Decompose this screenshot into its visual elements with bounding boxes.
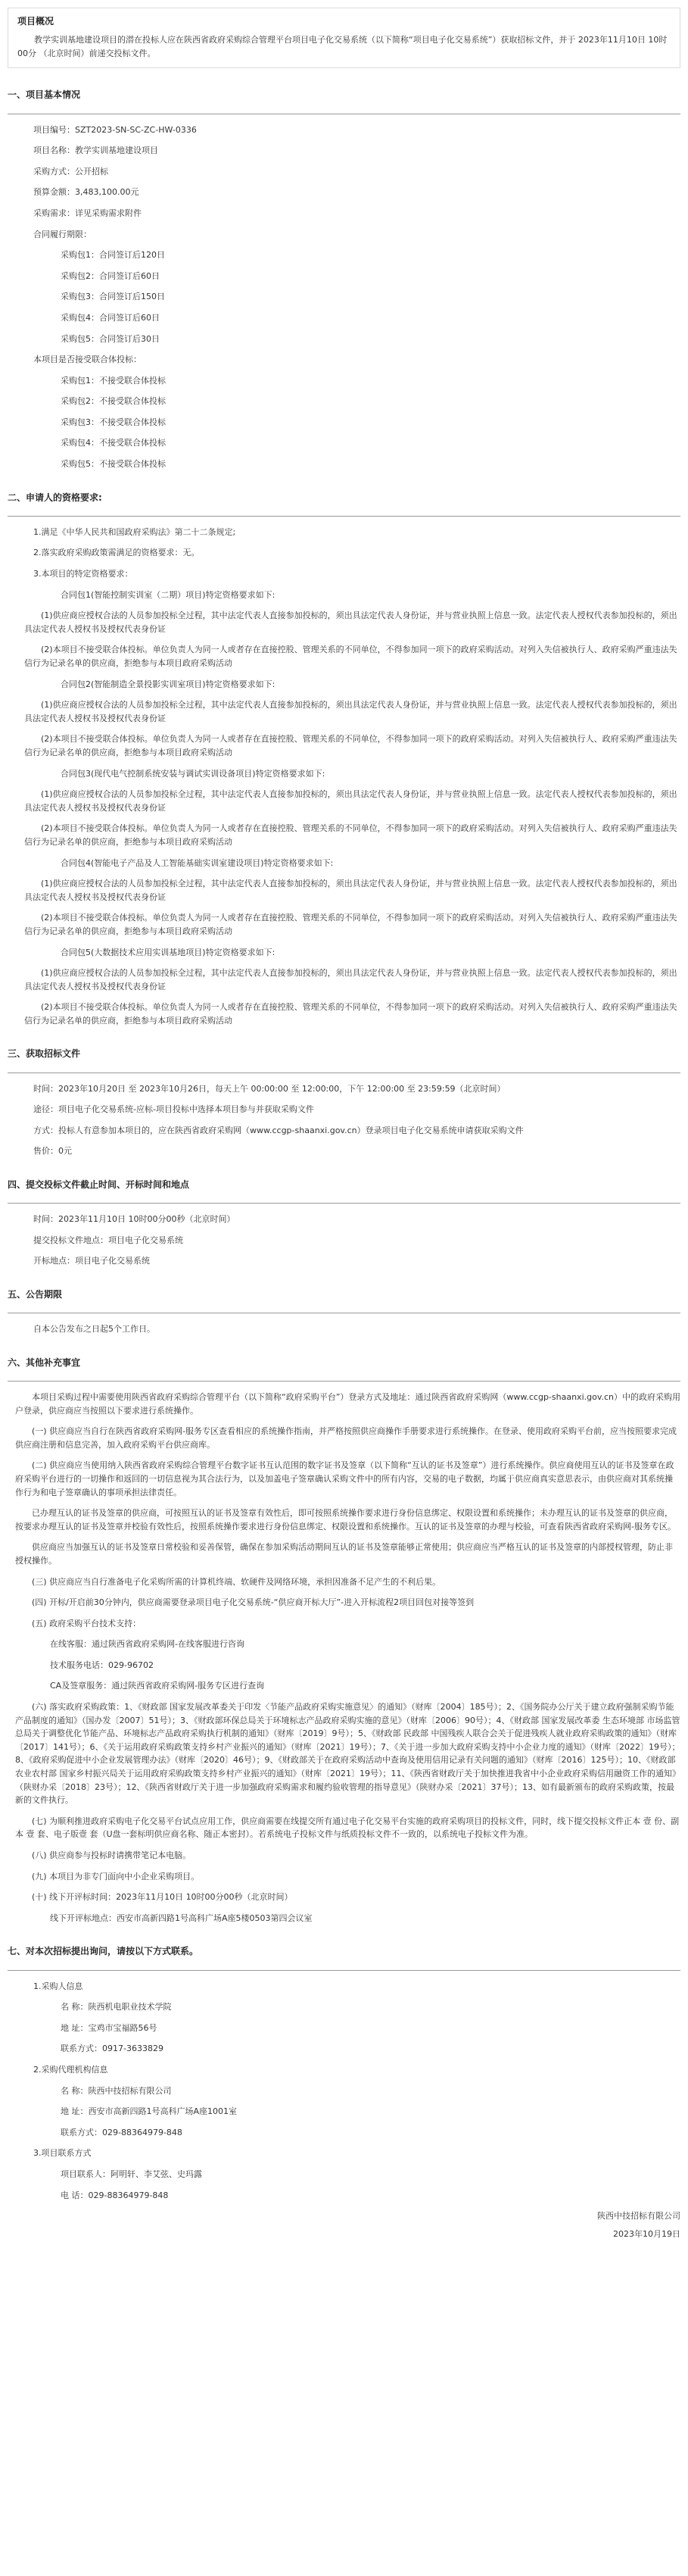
other-item-2: (二) 供应商应当使用纳入陕西省政府采购综合管理平台数字证书互认范围的数字证书及签章（以下简称“互认的证书及签章”）进行系统操作。供应商使用互认的证书及签章在政府采购平台进行的一切操作和返回的一切信息视为其合法行为，以及加盖电子签章确认采购文件中的所有内容，交易的电子数据，均属于供应商真实意思表示，由供应商对其系统操作行为和电子签章确认的事项承担法律责任。	[15, 1460, 674, 1497]
requirement-1: 1.满足《中华人民共和国政府采购法》第二十二条规定;	[33, 526, 236, 537]
package-requirements	[8, 589, 680, 1028]
submission-location: 提交投标文件地点：项目电子化交易系统	[33, 1235, 183, 1245]
other-item-3: (三) 供应商应当自行准备电子化采购所需的计算机终端、软硬件及网络环境，承担因准备不足产生的不利后果。	[32, 1576, 441, 1587]
section-notice-period	[0, 1288, 688, 1336]
notice-period-text: 自本公告发布之日起5个工作日。	[33, 1324, 155, 1335]
contract-period-item: 采购包2：合同签订后60日	[61, 270, 160, 281]
consortium-item: 采购包1：不接受联合体投标	[61, 375, 166, 386]
package-item: (1)供应商应授权合法的人员参加投标全过程，其中法定代表人直接参加投标的，须出具法定代表人身份证，并与营业执照上信息一致。法定代表人授权代表参加投标的，须出具法定代表人授权书及授权代表身份证	[24, 968, 677, 991]
obtain-time: 时间：2023年10月20日 至 2023年10月26日，每天上午 00:00:00 至 12:00:00，下午 12:00:00 至 23:59:59（北京时间）	[33, 1083, 506, 1094]
divider	[8, 516, 680, 517]
package-head: 合同包1(智能控制实训室（二期）项目)特定资格要求如下:	[61, 589, 276, 600]
section-title: 二、申请人的资格要求:	[8, 492, 102, 503]
agency-phone: 联系方式：029-88364979-848	[61, 2127, 182, 2137]
other-item-9: (九) 本项目为非专门面向中小企业采购项目。	[32, 1871, 200, 1881]
section-title: 六、其他补充事宜	[8, 1357, 81, 1368]
other-item-1: (一) 供应商应当自行在陕西省政府采购网-服务专区查看相应的系统操作指南，并严格按照供应商操作手册要求进行系统操作。在登录、使用政府采购平台前，应当按照要求完成供应商注册和信息完善，加入政府采购平台供应商库。	[15, 1426, 677, 1450]
section-contact	[0, 1944, 688, 2202]
other-item-7: (七) 为顺利推进政府采购电子化交易平台试点应用工作，供应商需要在线提交所有通过电子化交易平台实施的政府采购项目的投标文件，同时，线下提交投标文件正本 壹 份、副本 壹 套、电子版壹 套（U盘一套标明供应商名称、随正本密封）。若系统电子投标文件与纸质投标文件不一致的，以系统电子投标文件为准。	[15, 1816, 680, 1840]
obtain-price: 售价：0元	[33, 1146, 72, 1157]
signature-org: 陕西中技招标有限公司	[597, 2211, 680, 2222]
consortium-label: 本项目是否接受联合体投标：	[33, 354, 142, 365]
project-number: 项目编号：SZT2023-SN-SC-ZC-HW-0336	[33, 124, 197, 135]
package-head: 合同包2(智能制造全景投影实训室项目)特定资格要求如下:	[61, 679, 276, 689]
divider	[8, 1381, 680, 1382]
package-head: 合同包3(现代电气控制系统安装与调试实训设备项目)特定资格要求如下:	[61, 768, 325, 779]
other-item-2c: 供应商应当加强互认的证书及签章日常校验和妥善保管，确保在参加采购活动期间互认的证书及签章能够正常使用；供应商应当严格互认的证书及签章的内部授权管理，防止非授权操作。	[15, 1542, 673, 1566]
overview-title: 项目概况	[17, 16, 54, 27]
project-name: 项目名称：教学实训基地建设项目	[33, 145, 158, 156]
tech-support-line: 在线客服：通过陕西省政府采购网-在线客服进行咨询	[50, 1639, 244, 1650]
other-intro: 本项目采购过程中需要使用陕西省政府采购综合管理平台（以下简称“政府采购平台”）登录方式及地址：通过陕西省政府采购网（www.ccgp-shaanxi.gov.cn）中的政府采购用户登录，供应商应当按照以下要求进行系统操作。	[15, 1391, 681, 1416]
section-title: 四、提交投标文件截止时间、开标时间和地点	[8, 1179, 190, 1191]
purchaser-heading: 1.采购人信息	[33, 1981, 83, 1991]
other-item-4: (四) 开标/开启前30分钟内，供应商需要登录项目电子化交易系统-“供应商开标大厅”-进入开标流程2项目回包对接等签到	[32, 1597, 475, 1608]
section-basic-info	[0, 88, 688, 470]
package-item: (2)本项目不接受联合体投标。单位负责人为同一人或者存在直接控股、管理关系的不同单位，不得参加同一项下的政府采购活动。对列入失信被执行人、政府采购严重违法失信行为记录名单的供应商，拒绝参与本项目政府采购活动	[24, 913, 677, 936]
contract-period-item: 采购包3：合同签订后150日	[61, 292, 165, 302]
requirement-3: 3.本项目的特定资格要求：	[33, 569, 133, 579]
obtain-method: 方式：投标人有意参加本项目的，应在陕西省政府采购网（www.ccgp-shaanxi.gov.cn）登录项目电子化交易系统申请获取采购文件	[33, 1125, 524, 1135]
opening-location: 开标地点：项目电子化交易系统	[33, 1256, 150, 1266]
package-head: 合同包4(智能电子产品及人工智能基础实训室建设项目)特定资格要求如下:	[61, 857, 334, 868]
tech-support-line: CA及签章服务：通过陕西省政府采购网-服务专区进行查询	[50, 1681, 265, 1691]
purchaser-name: 名 称：陕西机电职业技术学院	[61, 2002, 172, 2012]
tech-support-line: 技术服务电话：029-96702	[50, 1660, 154, 1670]
deadline-time: 时间：2023年11月10日 10时00分00秒（北京时间）	[33, 1214, 235, 1225]
procurement-method: 采购方式：公开招标	[33, 166, 108, 176]
divider	[8, 1970, 680, 1971]
section-title: 三、获取招标文件	[8, 1048, 81, 1060]
project-contact-heading: 3.项目联系方式	[33, 2148, 92, 2159]
agency-name: 名 称：陕西中技招标有限公司	[61, 2085, 172, 2096]
requirement-2: 2.落实政府采购政策需满足的资格要求：无。	[33, 548, 200, 558]
announcement-page	[0, 8, 688, 2240]
package-item: (1)供应商应授权合法的人员参加投标全过程，其中法定代表人直接参加投标的，须出具法定代表人身份证，并与营业执照上信息一致。法定代表人授权代表参加投标的，须出具法定代表人授权书及授权代表身份证	[24, 879, 677, 902]
package-item: (2)本项目不接受联合体投标。单位负责人为同一人或者存在直接控股、管理关系的不同单位，不得参加同一项下的政府采购活动。对列入失信被执行人、政府采购严重违法失信行为记录名单的供应商，拒绝参与本项目政府采购活动	[24, 734, 677, 757]
consortium-item: 采购包5：不接受联合体投标	[61, 459, 166, 470]
other-item-6: (六) 落实政府采购政策：1、《财政部 国家发展改革委关于印发〈节能产品政府采购实施意见〉的通知》（财库〔2004〕185号）；2、《国务院办公厅关于建立政府强制采购节能产品制度的通知》（国办发〔2007〕51号）；3、《财政部环保总局关于环境标志产品政府采购实施的意见》（财库〔2006〕90号）；4、《财政部 国家发展改革委 生态环境部 市场监管总局关于调整优化节能产品、环境标志产品政府采购执行机制的通知》（财库〔2019〕9号）；5、《财政部 民政部 中国残疾人联合会关于促进残疾人就业政府采购政策的通知》（财库〔2017〕141号）；6、《关于运用政府采购政策支持乡村产业振兴的通知》（财库〔2021〕19号）；7、《关于进一步加大政府采购支持中小企业力度的通知》（财库〔2022〕19号）；8、《政府采购促进中小企业发展管理办法》（财库〔2020〕46号）；9、《财政部关于在政府采购活动中查询及使用信用记录有关问题的通知》（财库〔2016〕125号）；10、《财政部 农业农村部 国家乡村振兴局关于运用政府采购政策支持乡村产业振兴的通知》（财库〔2021〕19号）；11、《陕西省财政厅关于加快推进我省中小企业政府采购信用融资工作的通知》（陕财办采〔2018〕23号）；12、《陕西省财政厅关于进一步加强政府采购需求和履约验收管理的指导意见》（陕财办采〔2021〕37号）；13、如有最新颁布的政府采购政策，按最新的文件执行。	[15, 1702, 680, 1806]
other-item-10: (十) 线下开评标时间：2023年11月10日 10时00分00秒（北京时间）	[32, 1892, 293, 1903]
project-contact-person: 项目联系人：阿明轩、李艾弦、史玛露	[61, 2169, 202, 2179]
contract-period-item: 采购包4：合同签订后60日	[61, 312, 160, 323]
agency-heading: 2.采购代理机构信息	[33, 2064, 108, 2075]
other-item-5: (五) 政府采购平台技术支持：	[32, 1618, 142, 1628]
section-obtain-documents	[0, 1047, 688, 1158]
contract-period-item: 采购包1：合同签订后120日	[61, 250, 165, 261]
obtain-channel: 途径：项目电子化交易系统-应标-项目投标中选择本项目参与并获取采购文件	[33, 1104, 314, 1115]
procurement-requirement: 采购需求：详见采购需求附件	[33, 208, 142, 218]
package-item: (1)供应商应授权合法的人员参加投标全过程，其中法定代表人直接参加投标的，须出具法定代表人身份证，并与营业执照上信息一致。法定代表人授权代表参加投标的，须出具法定代表人授权书及授权代表身份证	[24, 700, 677, 723]
package-head: 合同包5(大数据技术应用实训基地项目)特定资格要求如下:	[61, 947, 276, 957]
purchaser-address: 地 址：宝鸡市宝福路56号	[61, 2022, 157, 2033]
purchaser-phone: 联系方式：0917-3633829	[61, 2044, 163, 2054]
other-item-2b: 已办理互认的证书及签章的供应商，可按照互认的证书及签章有效性后，即可按照系统操作要求进行身份信息绑定、权限设置和系统操作；未办理互认的证书及签章的供应商，按要求办理互认的证书及签章并校验有效性后，按照系统操作要求进行身份信息绑定、权限设置和系统操作。互认的证书及签章的办理与校验，可查看陕西省政府采购网-服务专区。	[15, 1508, 676, 1532]
section-qualifications	[0, 491, 688, 1028]
other-item-8: (八) 供应商参与投标时请携带笔记本电脑。	[32, 1850, 191, 1860]
consortium-item: 采购包2：不接受联合体投标	[61, 396, 166, 407]
signature-block	[0, 2209, 688, 2240]
package-item: (1)供应商应授权合法的人员参加投标全过程，其中法定代表人直接参加投标的，须出具法定代表人身份证，并与营业执照上信息一致。法定代表人授权代表参加投标的，须出具法定代表人授权书及授权代表身份证	[24, 610, 677, 634]
contract-period-label: 合同履行期限：	[33, 229, 92, 239]
section-title: 一、项目基本情况	[8, 89, 81, 101]
consortium-item: 采购包4：不接受联合体投标	[61, 438, 166, 448]
package-item: (2)本项目不接受联合体投标。单位负责人为同一人或者存在直接控股、管理关系的不同单位，不得参加同一项下的政府采购活动。对列入失信被执行人、政府采购严重违法失信行为记录名单的供应商，拒绝参与本项目政府采购活动	[24, 823, 677, 847]
project-overview-box	[8, 8, 680, 68]
section-title: 七、对本次招标提出询问，请按以下方式联系。	[8, 1946, 199, 1957]
section-deadline	[0, 1178, 688, 1268]
other-item-10b: 线下开评标地点：西安市高新四路1号高科广场A座5楼0503第四会议室	[50, 1912, 313, 1923]
divider	[8, 1203, 680, 1204]
consortium-item: 采购包3：不接受联合体投标	[61, 417, 166, 427]
section-other-matters	[0, 1356, 688, 1925]
contract-period-item: 采购包5：合同签订后30日	[61, 333, 160, 344]
section-title: 五、公告期限	[8, 1289, 63, 1300]
agency-address: 地 址：西安市高新四路1号高科广场A座1001室	[61, 2106, 238, 2117]
budget-amount: 预算金额：3,483,100.00元	[33, 187, 139, 198]
overview-text: 教学实训基地建设项目的潜在投标人应在陕西省政府采购综合管理平台项目电子化交易系统（以下简称“项目电子化交易系统”）获取招标文件，并于 2023年11月10日 10时00分 （北京时间）前递交投标文件。	[17, 35, 668, 58]
signature-date: 2023年10月19日	[613, 2228, 680, 2239]
package-item: (1)供应商应授权合法的人员参加投标全过程，其中法定代表人直接参加投标的，须出具法定代表人身份证，并与营业执照上信息一致。法定代表人授权代表参加投标的，须出具法定代表人授权书及授权代表身份证	[24, 789, 677, 813]
package-item: (2)本项目不接受联合体投标。单位负责人为同一人或者存在直接控股、管理关系的不同单位，不得参加同一项下的政府采购活动。对列入失信被执行人、政府采购严重违法失信行为记录名单的供应商，拒绝参与本项目政府采购活动	[24, 1002, 677, 1026]
project-contact-phone: 电 话：029-88364979-848	[61, 2190, 169, 2200]
package-item: (2)本项目不接受联合体投标。单位负责人为同一人或者存在直接控股、管理关系的不同单位，不得参加同一项下的政府采购活动。对列入失信被执行人、政府采购严重违法失信行为记录名单的供应商，拒绝参与本项目政府采购活动	[24, 645, 677, 668]
